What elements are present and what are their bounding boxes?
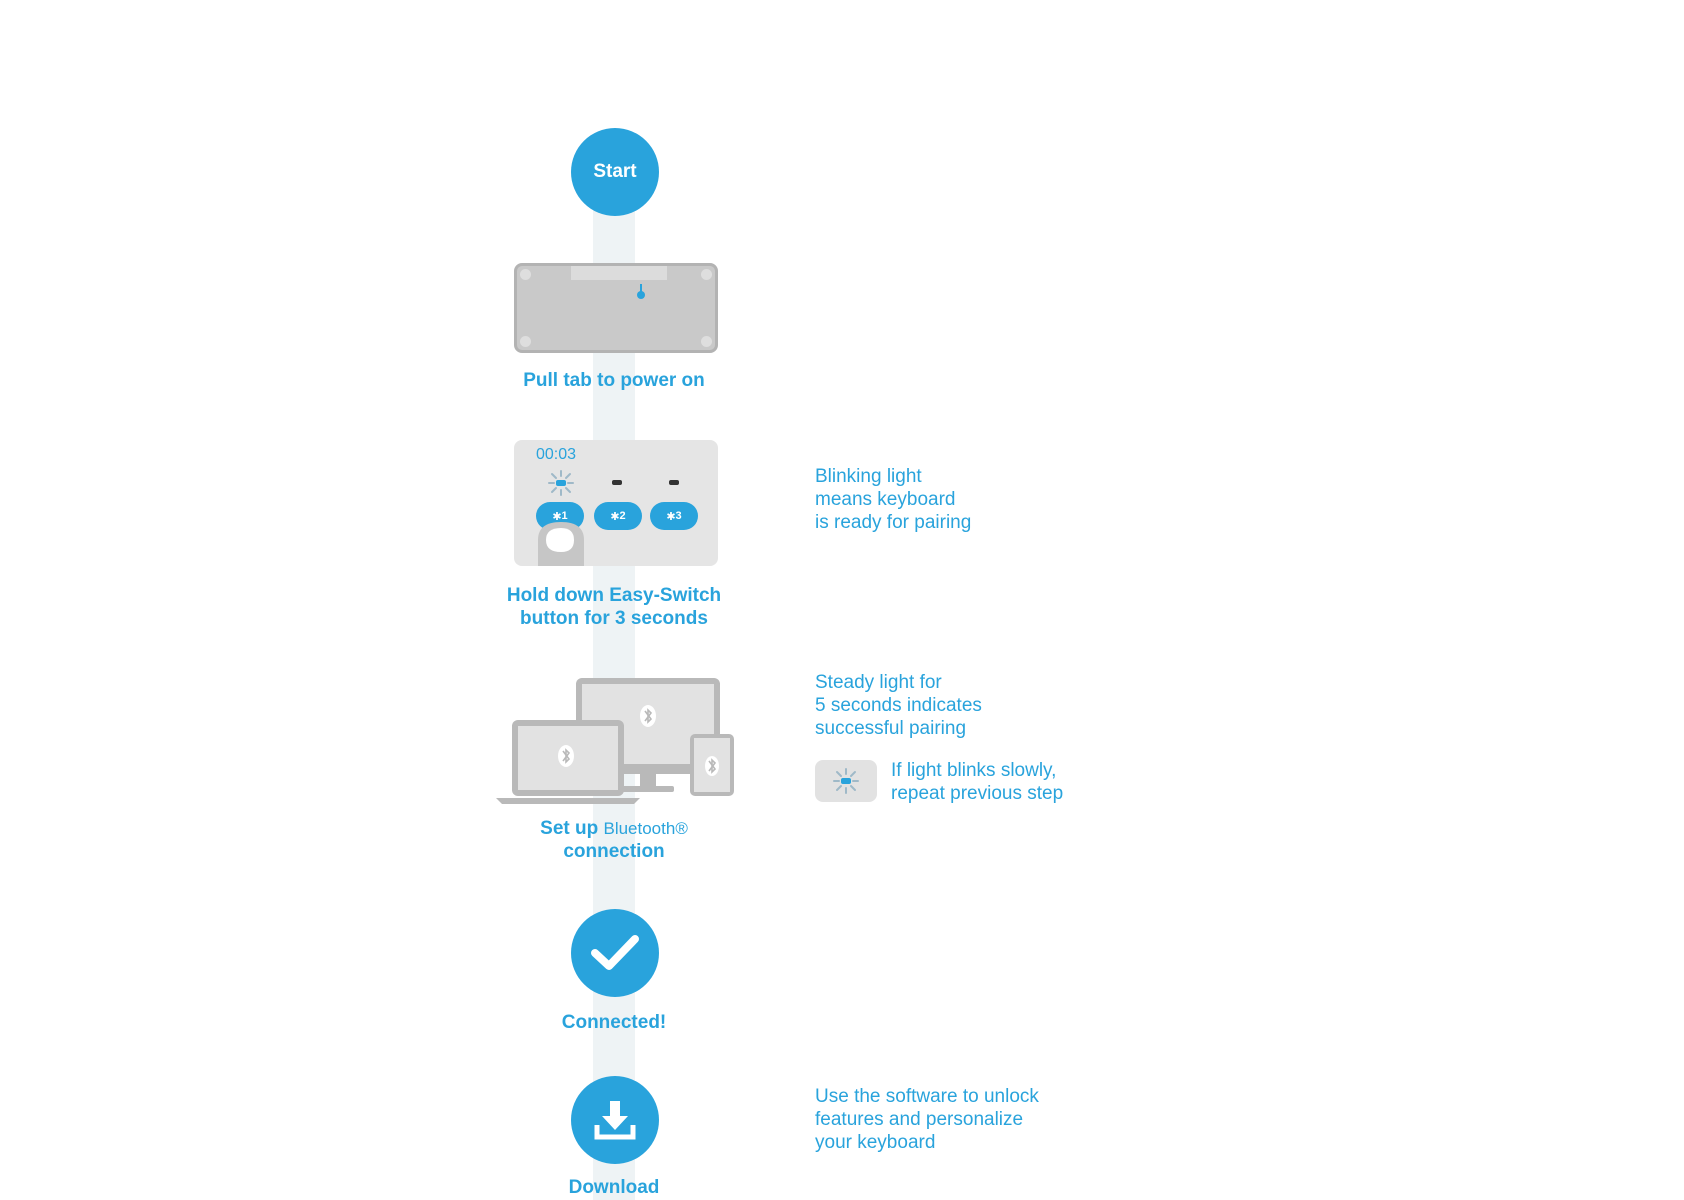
slow-blink-indicator: [815, 760, 877, 802]
blinking-light-icon: [548, 470, 574, 496]
easy-switch-button-1: ✱ 1: [536, 502, 584, 530]
easy-switch-button-2: ✱ 2: [594, 502, 642, 530]
channel-led: [669, 480, 679, 485]
easy-switch-step-label: Hold down Easy-Switch button for 3 seconds: [506, 585, 722, 629]
bluetooth-step-label: Set up Bluetooth® connection: [540, 818, 688, 862]
download-circle: [571, 1076, 659, 1164]
screw-icon: [701, 269, 712, 280]
easy-switch-panel: [514, 440, 718, 566]
channel-led: [612, 480, 622, 485]
start-circle: [571, 128, 659, 216]
bluetooth-small-icon: ✱: [610, 510, 620, 523]
download-icon: [592, 1097, 638, 1143]
screw-icon: [520, 269, 531, 280]
power-indicator-icon: [637, 284, 645, 300]
screw-icon: [701, 336, 712, 347]
slow-blink-note: If light blinks slowly, repeat previous step: [891, 760, 1064, 804]
connected-label: Connected!: [561, 1012, 667, 1033]
connected-circle: [571, 909, 659, 997]
bluetooth-small-icon: ✱: [552, 510, 562, 523]
screw-icon: [520, 336, 531, 347]
easy-switch-button-3: ✱ 3: [650, 502, 698, 530]
software-note: Use the software to unlock features and personalize your keyboard: [815, 1086, 1039, 1153]
devices-illustration: [494, 676, 742, 804]
download-label: Download: [568, 1177, 660, 1198]
bluetooth-small-icon: ✱: [666, 510, 676, 523]
timer-readout: 00:03: [536, 446, 577, 463]
steady-light-note: Steady light for 5 seconds indicates successful pairing: [815, 672, 982, 739]
start-label: Start: [593, 161, 637, 182]
power-step-label: Pull tab to power on: [523, 370, 705, 391]
pull-tab: [571, 266, 667, 280]
keyboard-bottom-illustration: [514, 263, 718, 353]
blinking-light-note: Blinking light means keyboard is ready for pairing: [815, 466, 972, 533]
checkmark-icon: [590, 933, 640, 973]
finger-press-icon: [536, 520, 586, 566]
blinking-light-icon: [833, 768, 859, 794]
